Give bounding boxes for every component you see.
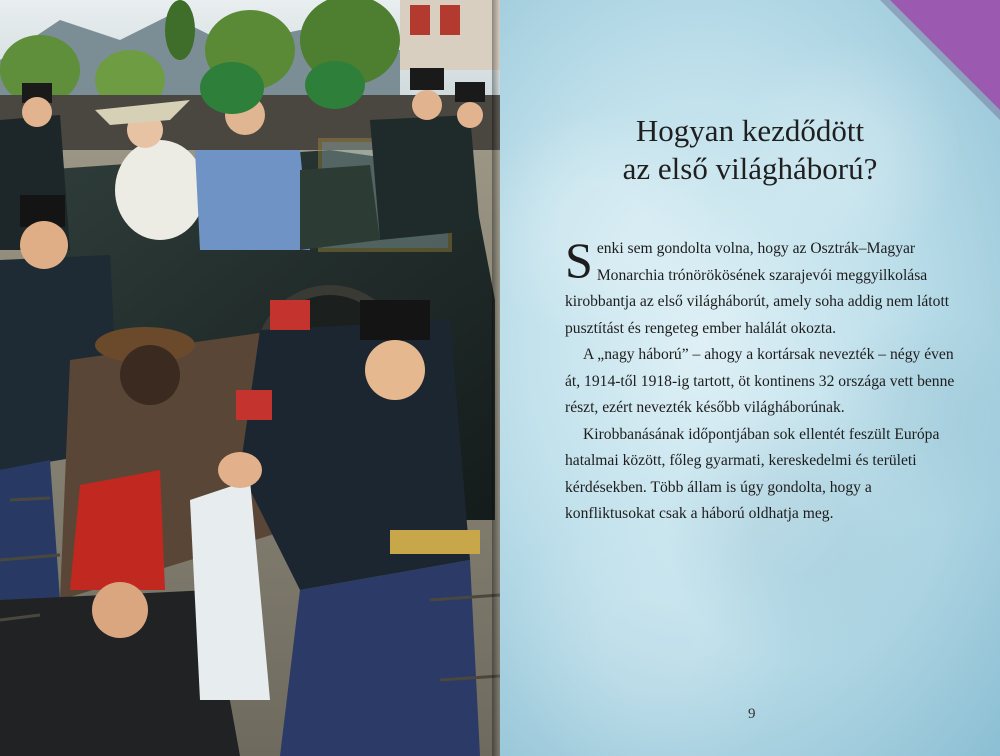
title-line-2: az első világháború? <box>622 151 878 186</box>
paragraph-1-text: enki sem gondolta volna, hogy az Osztrák–Magyar Monarchia trónörökösének szarajevói meggyilkolása kirobbantja az első világháborút, amely soha addig nem látott pusztítást és rengeteg ember halálát okozta. <box>565 240 950 337</box>
page-title <box>580 112 920 188</box>
drop-cap: S <box>565 232 593 288</box>
corner-ribbon <box>890 0 1000 110</box>
paragraph-1 <box>565 232 965 342</box>
text-page <box>500 0 1000 756</box>
paragraph-3: Kirobbanásának időpontjában sok ellentét feszült Európa hatalmai között, főleg gyarmati, kereskedelmi és területi kérdésekben. Több állam is úgy gondolta, hogy a konfliktusokat csak a háború oldhatja meg. <box>565 425 940 522</box>
page-number: 9 <box>748 706 756 722</box>
title-line-1: Hogyan kezdődött <box>635 113 865 148</box>
paragraph-2: A „nagy háború” – ahogy a kortársak nevezték – négy éven át, 1914-től 1918-ig tartott, öt kontinens 32 országa vett benne részt, ezért nevezték később világháborúnak. <box>565 346 955 416</box>
article-body <box>565 232 965 528</box>
